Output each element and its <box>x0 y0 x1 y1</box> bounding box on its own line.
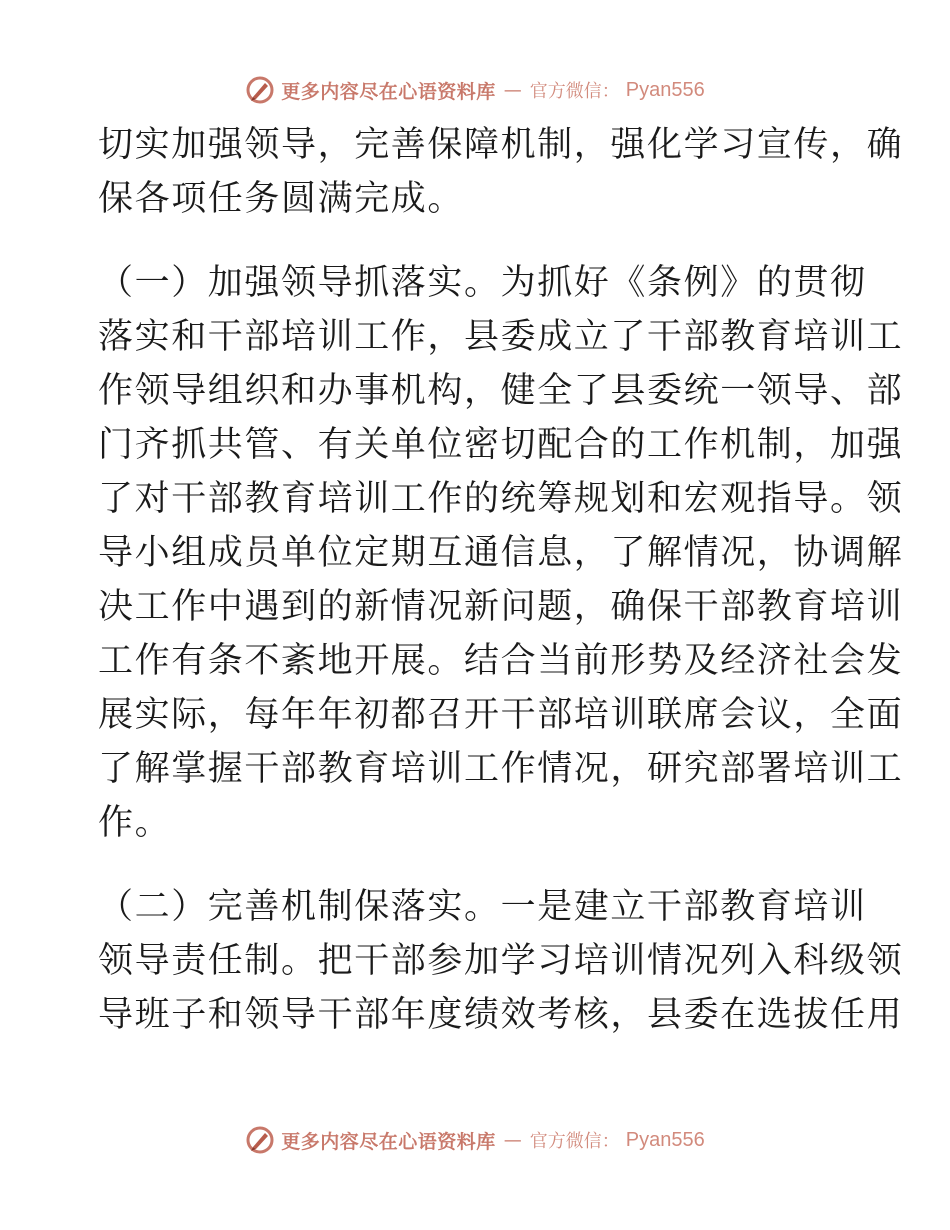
text-line: 决工作中遇到的新情况新问题，确保干部教育培训 <box>98 587 904 627</box>
text-line: 工作有条不紊地开展。结合当前形势及经济社会发 <box>98 641 904 681</box>
wechat-id: Pyan556 <box>625 1128 705 1151</box>
wechat-label: 官方微信： <box>529 1131 620 1152</box>
text-line: 导小组成员单位定期互通信息，了解情况，协调解 <box>98 533 904 573</box>
text-line: 落实和干部培训工作，县委成立了干部教育培训工 <box>98 317 904 357</box>
text-line: 门齐抓共管、有关单位密切配合的工作机制，加强 <box>98 425 904 465</box>
banner-dash: — <box>503 1129 522 1151</box>
wechat-id: Pyan556 <box>625 78 705 101</box>
site-text: 更多内容尽在心语资料库 <box>281 1130 496 1153</box>
text-line: 展实际，每年年初都召开干部培训联席会议，全面 <box>98 695 904 735</box>
footer-banner <box>0 1120 950 1160</box>
text-line: （一）加强领导抓落实。为抓好《条例》的贯彻 <box>98 263 867 303</box>
document-body <box>98 118 904 1042</box>
text-line: （二）完善机制保落实。一是建立干部教育培训 <box>98 887 867 927</box>
site-text: 更多内容尽在心语资料库 <box>281 80 496 103</box>
text-line: 保各项任务圆满完成。 <box>98 179 465 219</box>
text-line: 作。 <box>98 803 172 843</box>
text-line: 领导责任制。把干部参加学习培训情况列入科级领 <box>98 941 904 981</box>
paragraph-0 <box>98 118 904 226</box>
text-line: 作领导组织和办事机构，健全了县委统一领导、部 <box>98 371 904 411</box>
logo-icon <box>245 75 275 105</box>
text-line: 切实加强领导，完善保障机制，强化学习宣传，确 <box>98 125 904 165</box>
paragraph-2 <box>98 880 904 1042</box>
text-line: 了对干部教育培训工作的统筹规划和宏观指导。领 <box>98 479 904 519</box>
text-line: 了解掌握干部教育培训工作情况，研究部署培训工 <box>98 749 904 789</box>
header-banner <box>0 70 950 110</box>
logo-icon <box>245 1125 275 1155</box>
wechat-label: 官方微信： <box>529 81 620 102</box>
banner-dash: — <box>503 79 522 101</box>
text-line: 导班子和领导干部年度绩效考核，县委在选拔任用 <box>98 995 904 1035</box>
paragraph-1 <box>98 256 904 850</box>
